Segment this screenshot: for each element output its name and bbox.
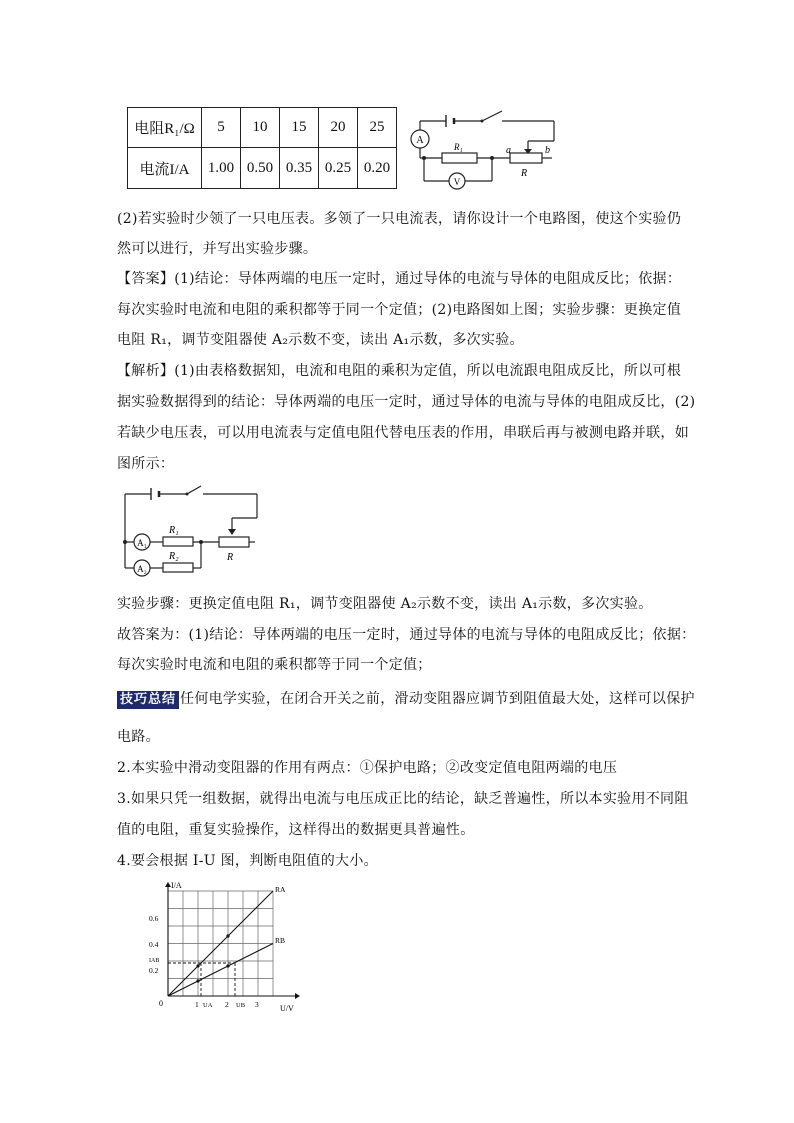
x-tick-label: 3	[255, 1000, 259, 1009]
iu-graph	[138, 881, 323, 1017]
resistor-label: R₁	[454, 142, 463, 152]
resistor2-label: R₂	[169, 551, 179, 562]
analysis-line: 若缺少电压表，可以用电流表与定值电阻代替电压表的作用，串联后再与被测电路并联，如	[117, 425, 689, 441]
tips-item: 4.要会根据 I-U 图，判断电阻值的大小。	[117, 853, 378, 869]
row-header: 电流I/A	[128, 148, 202, 189]
answer-line: 每次实验时电流和电阻的乘积都等于同一个定值；(2)电路图如上图；实验步骤：更换定值	[117, 302, 682, 318]
table-cell: 1.00	[202, 148, 241, 189]
tips-badge: 技巧总结	[117, 691, 179, 709]
final-answer-line: 故答案为：(1)结论：导体两端的电压一定时，通过导体的电流与导体的电阻成反比；依据：	[117, 627, 696, 643]
switch-icon	[186, 493, 189, 496]
table-cell: 0.35	[280, 148, 319, 189]
voltmeter-label: V	[453, 177, 461, 187]
resistance-current-table	[127, 107, 397, 189]
tips-line: 技巧总结 任何电学实验，在闭合开关之前，滑动变阻器应调节到阻值最大处，这样可以保护	[117, 689, 695, 709]
rheostat-label: R	[521, 168, 528, 179]
final-answer-line: 每次实验时电流和电阻的乘积都等于同一个定值；	[117, 657, 432, 673]
ua-label: UA	[203, 1002, 213, 1009]
y-tick-label: 0.4	[149, 940, 159, 949]
question-line: (2)若实验时少领了一只电压表。多领了一只电流表，请你设计一个电路图，使这个实验仍	[117, 211, 682, 227]
answer-line: 电阻 R₁，调节变阻器使 A₂示数不变，读出 A₁示数，多次实验。	[117, 332, 524, 348]
table-cell: 20	[319, 108, 358, 148]
x-axis-label: U/V	[280, 1004, 294, 1013]
tips-item: 2.本实验中滑动变阻器的作用有两点：①保护电路；②改变定值电阻两端的电压	[117, 760, 618, 776]
table-cell: 0.50	[241, 148, 280, 189]
tips-item: 3.如果只凭一组数据，就得出电流与电压成正比的结论，缺乏普遍性，所以本实验用不同阻	[117, 791, 689, 807]
analysis-line: 据实验数据得到的结论：导体两端的电压一定时，通过导体的电流与导体的电阻成反比，(2)	[117, 394, 696, 410]
x-tick-label: 1	[195, 1000, 199, 1009]
table-cell: 10	[241, 108, 280, 148]
battery-icon	[446, 115, 454, 127]
circuit-diagram-two-ammeters	[117, 482, 267, 582]
ammeter2-label: A₂	[137, 564, 147, 574]
tips-item: 值的电阻，重复实验操作，这样得出的数据更具普遍性。	[117, 822, 475, 838]
slider-arrow-icon	[228, 529, 236, 535]
ammeter-label: A	[416, 135, 424, 146]
line-rb-label: RB	[275, 936, 286, 945]
answer-label: 【答案】	[117, 271, 175, 287]
ammeter1-label: A₁	[137, 538, 147, 548]
answer-line: 【答案】(1)结论：导体两端的电压一定时，通过导体的电流与导体的电阻成反比；依据：	[117, 271, 682, 287]
table-cell: 15	[280, 108, 319, 148]
x-axis-arrow-icon	[295, 993, 300, 999]
analysis-line: 【解析】(1)由表格数据知，电流和电阻的乘积为定值，所以电流跟电阻成反比，所以可根	[117, 363, 682, 379]
line-ra-label: RA	[275, 885, 286, 894]
table-cell: 25	[358, 108, 397, 148]
table-row	[128, 108, 397, 148]
switch-icon	[481, 120, 484, 123]
line-rb	[168, 944, 273, 997]
analysis-label: 【解析】	[117, 363, 175, 379]
y-tick-label: 0.2	[149, 966, 159, 975]
origin-label: 0	[159, 999, 163, 1008]
question-line: 然可以进行，并写出实验步骤。	[117, 241, 318, 257]
table-cell: 0.20	[358, 148, 397, 189]
y-tick-label: 0.6	[149, 914, 159, 923]
steps-line: 实验步骤：更换定值电阻 R₁，调节变阻器使 A₂示数不变，读出 A₁示数，多次实验。	[117, 596, 653, 612]
table-row	[128, 148, 397, 189]
resistor1-label: R₁	[169, 525, 179, 536]
tips-line: 电路。	[117, 729, 160, 745]
row-header: 电阻R₁/Ω	[128, 108, 202, 148]
table-cell: 0.25	[319, 148, 358, 189]
iab-label: IAB	[149, 958, 160, 964]
rheostat-label: R	[227, 552, 234, 563]
end-a-label: a	[506, 145, 511, 156]
battery-icon	[151, 488, 159, 500]
circuit-diagram-voltmeter	[402, 103, 562, 195]
ub-label: UB	[236, 1002, 246, 1009]
end-b-label: b	[545, 145, 550, 156]
table-cell: 5	[202, 108, 241, 148]
y-axis-label: I/A	[171, 881, 182, 890]
analysis-line: 图所示：	[117, 456, 175, 472]
x-tick-label: 2	[225, 1000, 229, 1009]
